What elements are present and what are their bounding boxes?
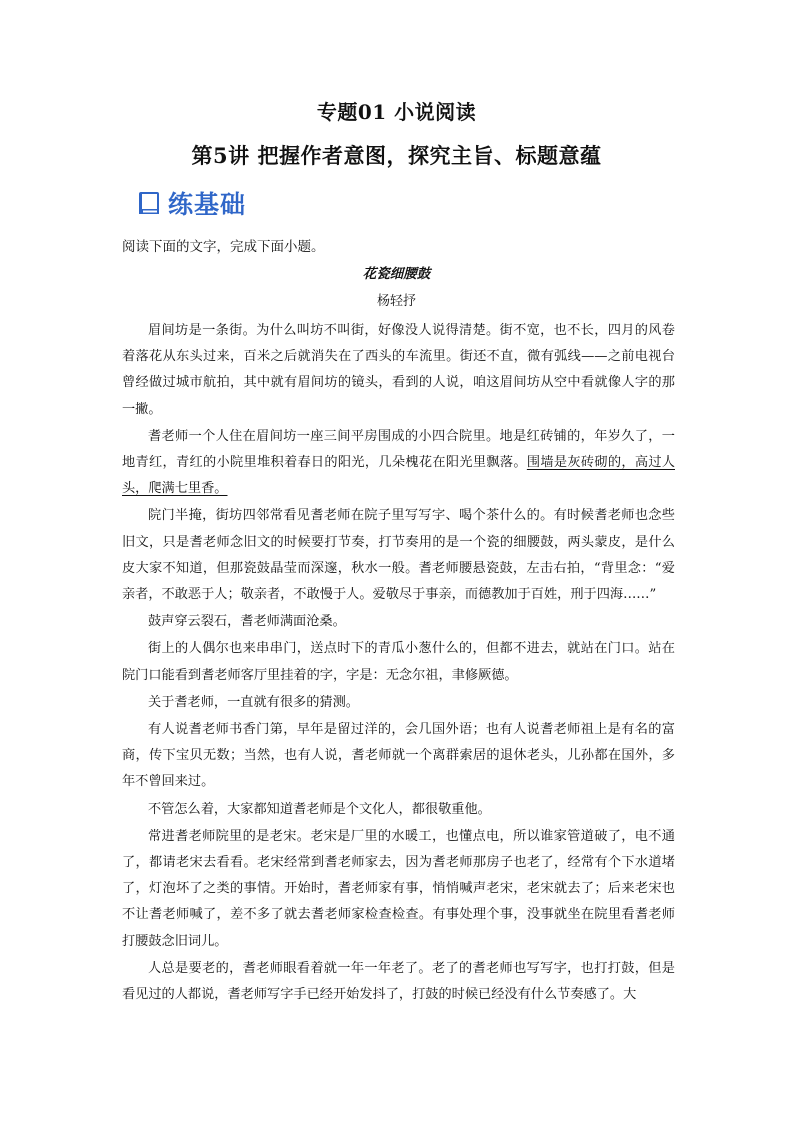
section-header bbox=[136, 186, 246, 220]
paragraph: 鼓声穿云裂石，耆老师满面沧桑。 bbox=[148, 614, 346, 630]
paragraph-text: 耆老师一个人住在眉间坊一座三间平房围成的小四合院里。地是红砖铺的，年岁久了，一地青红，青红的小院里堆积着春日的阳光，几朵槐花在阳光里飘落。 bbox=[122, 428, 675, 471]
story-body bbox=[122, 318, 675, 1009]
paragraph: 不管怎么着，大家都知道耆老师是个文化人，都很敬重他。 bbox=[148, 801, 491, 817]
reading-instruction: 阅读下面的文字，完成下面小题。 bbox=[122, 239, 325, 255]
book-icon bbox=[136, 190, 162, 216]
paragraph: 常进耆老师院里的是老宋。老宋是厂里的水暖工，也懂点电，所以谁家管道破了，电不通了，都请老宋去看看。老宋经常到耆老师家去，因为耆老师那房子也老了，经常有个下水道堵了，灯泡坏了之类的事情。开始时，耆老师家有事，悄悄喊声老宋，老宋就去了；后来老宋也不让耆老师喊了，差不多了就去耆老师家检查检查。有事处理个事，没事就坐在院里看耆老师打腰鼓念旧词儿。 bbox=[122, 828, 675, 949]
paragraph: 人总是要老的，耆老师眼看着就一年一年老了。老了的耆老师也写写字，也打打鼓，但是看见过的人都说，耆老师写字手已经开始发抖了，打鼓的时候已经没有什么节奏感了。大 bbox=[122, 960, 675, 1003]
lecture-title: 第5讲 把握作者意图，探究主旨、标题意蕴 bbox=[191, 143, 602, 168]
underlined-sentence: 围墙是灰砖砌的，高过人头，爬满七里香。 bbox=[122, 455, 675, 497]
paragraph: 街上的人偶尔也来串串门，送点时下的青瓜小葱什么的，但都不进去，就站在门口。站在院门口能看到耆老师客厅里挂着的字，字是：无念尔祖，聿修厥德。 bbox=[122, 641, 675, 683]
paragraph: 眉间坊是一条街。为什么叫坊不叫街，好像没人说得清楚。街不宽，也不长，四月的风卷着落花从东头过来，百米之后就消失在了西头的车流里。街还不直，微有弧线——之前电视台曾经做过城市航拍，其中就有眉间坊的镜头，看到的人说，咱这眉间坊从空中看就像人字的那一撇。 bbox=[122, 323, 675, 417]
paragraph: 院门半掩，街坊四邻常看见耆老师在院子里写写字、喝个茶什么的。有时候耆老师也念些旧文，只是耆老师念旧文的时候要打节奏，打节奏用的是一个瓷的细腰鼓，两头蒙皮，是什么皮大家不知道，但那瓷鼓晶莹而深邃，秋水一般。耆老师腰悬瓷鼓，左击右拍，“背里念：“爱亲者，不敢恶于人；敬亲者，不敢慢于人。爱敬尽于事亲，而德教加于百姓，刑于四海……” bbox=[122, 508, 675, 603]
story-author: 杨轻抒 bbox=[376, 294, 416, 309]
paragraph: 有人说耆老师书香门第，早年是留过洋的，会几国外语；也有人说耆老师祖上是有名的富商，传下宝贝无数；当然，也有人说，耆老师就一个离群索居的退休老头，儿孙都在国外，多年不曾回来过。 bbox=[122, 722, 675, 790]
paragraph bbox=[122, 424, 675, 503]
section-label: 练基础 bbox=[168, 190, 247, 219]
story-title: 花瓷细腰鼓 bbox=[362, 266, 431, 282]
paragraph: 关于耆老师，一直就有很多的猜测。 bbox=[148, 694, 359, 710]
topic-title: 专题01 小说阅读 bbox=[316, 100, 477, 124]
